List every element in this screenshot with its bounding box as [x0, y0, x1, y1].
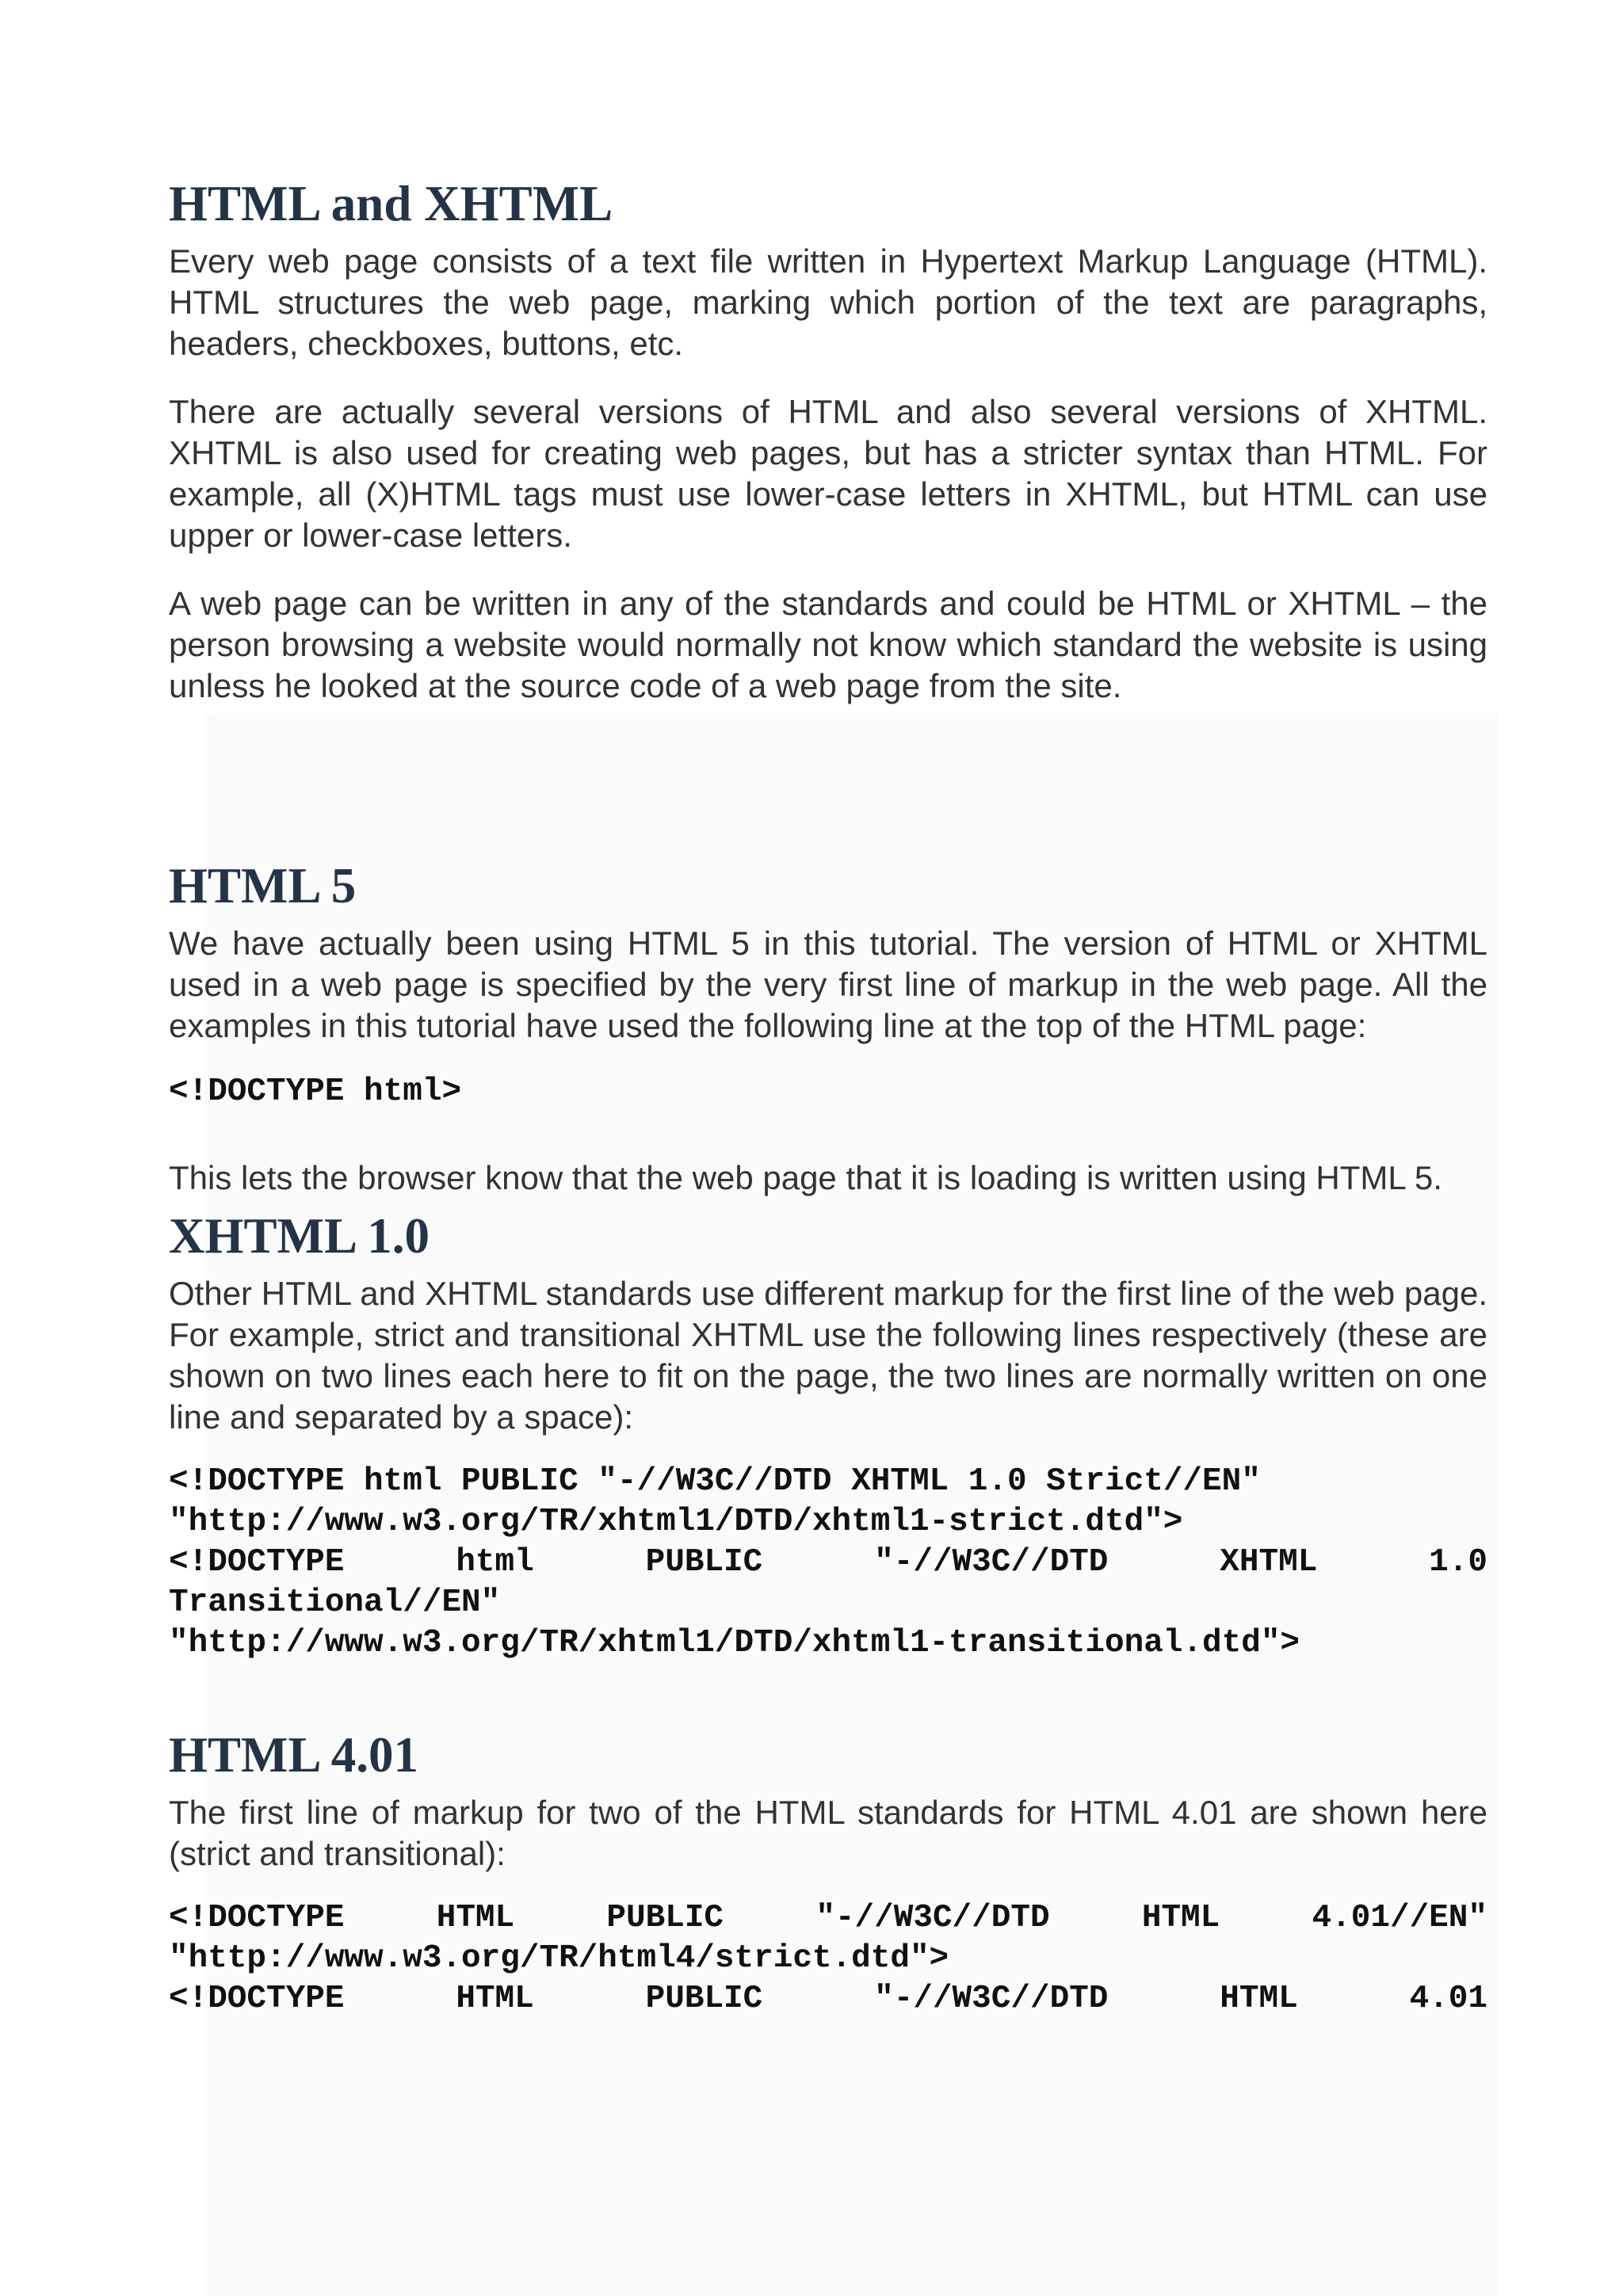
paragraph-intro: Every web page consists of a text file written in Hypertext Markup Language (HTML). HTML structures the web page, marking which portion of the text are paragraphs, headers, checkboxes, buttons, etc.	[169, 242, 1487, 362]
paragraph-html5-browser: This lets the browser know that the web page that it is loading is written using HTML 5.	[169, 1159, 1442, 1196]
code-line-html401-strict-2: "http://www.w3.org/TR/html4/strict.dtd">	[169, 1940, 949, 1977]
code-line-html401-transitional-1: <!DOCTYPE HTML PUBLIC "-//W3C//DTD HTML 4.01	[169, 1981, 1487, 2017]
code-line-xhtml-strict-2: "http://www.w3.org/TR/xhtml1/DTD/xhtml1-strict.dtd">	[169, 1504, 1183, 1540]
code-line-xhtml-transitional-3: "http://www.w3.org/TR/xhtml1/DTD/xhtml1-transitional.dtd">	[169, 1625, 1300, 1661]
code-block-html401	[169, 1898, 1487, 2019]
paragraph-versions: There are actually several versions of HTML and also several versions of XHTML. XHTML is also used for creating web pages, but has a stricter syntax than HTML. For example, all (X)HTML tags must use lower-case letters in XHTML, but HTML can use upper or lower-case letters.	[169, 393, 1487, 554]
code-line-html401-strict-1: <!DOCTYPE HTML PUBLIC "-//W3C//DTD HTML 4.01//EN"	[169, 1900, 1487, 1936]
code-line-xhtml-transitional-1: <!DOCTYPE html PUBLIC "-//W3C//DTD XHTML 1.0	[169, 1544, 1487, 1581]
paragraph-standards: A web page can be written in any of the standards and could be HTML or XHTML – the person browsing a website would normally not know which standard the website is using unless he looked at the source code of a web page from the site.	[169, 585, 1487, 704]
paragraph-xhtml-standards: Other HTML and XHTML standards use different markup for the first line of the web page. For example, strict and transitional XHTML use the following lines respectively (these are shown on two lines each here to fit on the page, the two lines are normally written on one line and separated by a space):	[169, 1275, 1487, 1436]
code-block-xhtml	[169, 1462, 1487, 1664]
heading-html-4-01: HTML 4.01	[169, 1727, 419, 1783]
heading-html-and-xhtml: HTML and XHTML	[169, 176, 613, 231]
code-line-xhtml-transitional-2: Transitional//EN"	[169, 1585, 501, 1621]
paragraph-html5-intro: We have actually been using HTML 5 in this tutorial. The version of HTML or XHTML used in a web page is specified by the very first line of markup in the web page. All the examples in this tutorial have used the following line at the top of the HTML page:	[169, 925, 1487, 1044]
paragraph-html401: The first line of markup for two of the HTML standards for HTML 4.01 are shown here (strict and transitional):	[169, 1794, 1487, 1872]
code-line-xhtml-strict-1: <!DOCTYPE html PUBLIC "-//W3C//DTD XHTML 1.0 Strict//EN"	[169, 1463, 1261, 1500]
heading-html-5: HTML 5	[169, 858, 357, 913]
document-content	[169, 176, 1487, 2019]
code-doctype-html5: <!DOCTYPE html>	[169, 1074, 462, 1110]
heading-xhtml-1-0: XHTML 1.0	[169, 1208, 430, 1264]
